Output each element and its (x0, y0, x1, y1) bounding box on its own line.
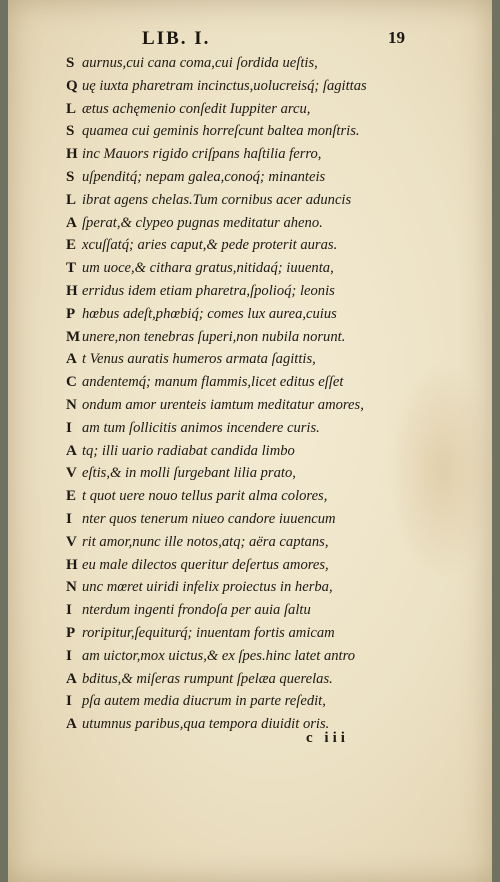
line-text: utumnus paribus,qua tempora diuidit oris. (82, 716, 330, 733)
line-text: inc Mauors rigido criſpans haſtilia ferro, (82, 146, 322, 163)
line-initial: S (66, 55, 75, 71)
line-initial: A (66, 214, 77, 231)
line-text: andentemq́; manum flammis,licet editus eſſet (82, 374, 344, 391)
line-initial: I (66, 647, 72, 664)
line-text: xcuſſatq́; aries caput,& pede proterit auras. (82, 237, 338, 254)
line-initial: H (66, 146, 78, 163)
verse-line (66, 120, 486, 143)
line-initial: I (66, 693, 72, 710)
line-text: nterdum ingenti frondoſa per auia ſaltu (82, 602, 311, 619)
verse-line (66, 713, 486, 736)
line-text: unere,non tenebras ſuperi,non nubila norunt. (82, 328, 346, 345)
line-initial: V (66, 533, 77, 550)
verse-line (66, 212, 486, 235)
page-number: 19 (388, 28, 405, 47)
line-text: am tum ſollicitis animos incendere curis. (82, 419, 320, 436)
line-initial: N (66, 579, 77, 596)
line-initial: S (66, 168, 75, 185)
line-initial: E (66, 237, 77, 254)
line-text: am uictor,mox uictus,& ex ſpes.hinc latet antro (82, 647, 356, 664)
page-header (8, 28, 492, 52)
verse-line (66, 554, 486, 577)
verse-line (66, 440, 486, 463)
line-initial: T (66, 260, 77, 277)
line-text: nter quos tenerum niueo candore iuuencum (82, 510, 336, 527)
verse-line (66, 531, 486, 554)
verse-line (66, 98, 486, 121)
line-initial: P (66, 305, 76, 322)
verse-line (66, 348, 486, 371)
line-initial: M (66, 328, 81, 345)
line-text: ibrat agens chelas.Tum cornibus acer aduncis (82, 191, 352, 208)
verse-line (66, 645, 486, 668)
signature-mark: c iii (306, 730, 349, 746)
verse-line (66, 257, 486, 280)
book-page (8, 0, 492, 882)
line-text: uſpenditq́; nepam galea,conoq́; minanteis (82, 168, 326, 185)
line-initial: I (66, 419, 72, 436)
verse-line (66, 394, 486, 417)
line-text: um uoce,& cithara gratus,nitidaq́; iuuenta, (82, 260, 334, 277)
line-initial: H (66, 282, 78, 299)
line-initial: Q (66, 77, 78, 94)
line-text: eſtis,& in molli ſurgebant lilia prato, (82, 465, 296, 482)
verse-line (66, 508, 486, 531)
line-initial: L (66, 100, 77, 117)
verse-line (66, 462, 486, 485)
verse-line (66, 143, 486, 166)
line-text: bditus,& miſeras rumpunt ſpelæa querelas. (82, 670, 333, 687)
line-text: ætus achęmenio conſedit Iuppiter arcu, (82, 100, 311, 117)
line-initial: L (66, 191, 77, 208)
line-initial: A (66, 351, 77, 368)
line-text: roripitur,ſequiturq́; inuentam fortis amicam (82, 624, 335, 641)
line-text: t quot uere nouo tellus parit alma colores, (82, 488, 328, 505)
line-initial: E (66, 488, 77, 505)
verse-block (66, 52, 486, 736)
line-text: ondum amor urenteis iamtum meditatur amores, (82, 396, 364, 413)
verse-line (66, 417, 486, 440)
line-text: quamea cui geminis horreſcunt baltea monſtris. (82, 123, 360, 140)
verse-line (66, 234, 486, 257)
verse-line (66, 52, 486, 75)
line-initial: A (66, 670, 77, 687)
line-initial: A (66, 442, 77, 459)
line-initial: N (66, 396, 77, 413)
line-initial: S (66, 123, 75, 140)
verse-line (66, 622, 486, 645)
line-text: pſa autem media diucrum in parte reſedit, (82, 693, 326, 710)
line-text: aurnus,cui cana coma,cui ſordida ueſtis, (82, 55, 318, 71)
line-text: ſperat,& clypeo pugnas meditatur aheno. (82, 214, 323, 231)
line-initial: A (66, 716, 77, 733)
line-text: uę iuxta pharetram incinctus,uolucreisq́; ſagittas (82, 77, 367, 94)
verse-line (66, 576, 486, 599)
verse-line (66, 75, 486, 98)
verse-line (66, 189, 486, 212)
line-text: unc mœret uiridi infelix proiectus in herba, (82, 579, 333, 596)
verse-line (66, 668, 486, 691)
line-text: erridus idem etiam pharetra,ſpolioq́; leonis (82, 282, 335, 299)
running-head: LIB. I. (142, 28, 211, 49)
verse-line (66, 690, 486, 713)
verse-line (66, 280, 486, 303)
verse-line (66, 371, 486, 394)
line-initial: I (66, 510, 72, 527)
line-text: t Venus auratis humeros armata ſagittis, (82, 351, 316, 368)
line-text: rit amor,nunc ille notos,atq; aëra captans, (82, 533, 329, 550)
verse-line (66, 303, 486, 326)
verse-line (66, 326, 486, 349)
line-text: hœbus adeſt,phœbiq́; comes lux aurea,cuius (82, 305, 337, 322)
verse-line (66, 485, 486, 508)
line-initial: C (66, 374, 77, 391)
line-initial: I (66, 602, 72, 619)
line-text: tq; illi uario radiabat candida limbo (82, 442, 295, 459)
verse-line (66, 166, 486, 189)
line-initial: P (66, 624, 76, 641)
line-initial: V (66, 465, 77, 482)
line-initial: H (66, 556, 78, 573)
line-text: eu male dilectos queritur deſertus amores, (82, 556, 329, 573)
verse-line (66, 599, 486, 622)
